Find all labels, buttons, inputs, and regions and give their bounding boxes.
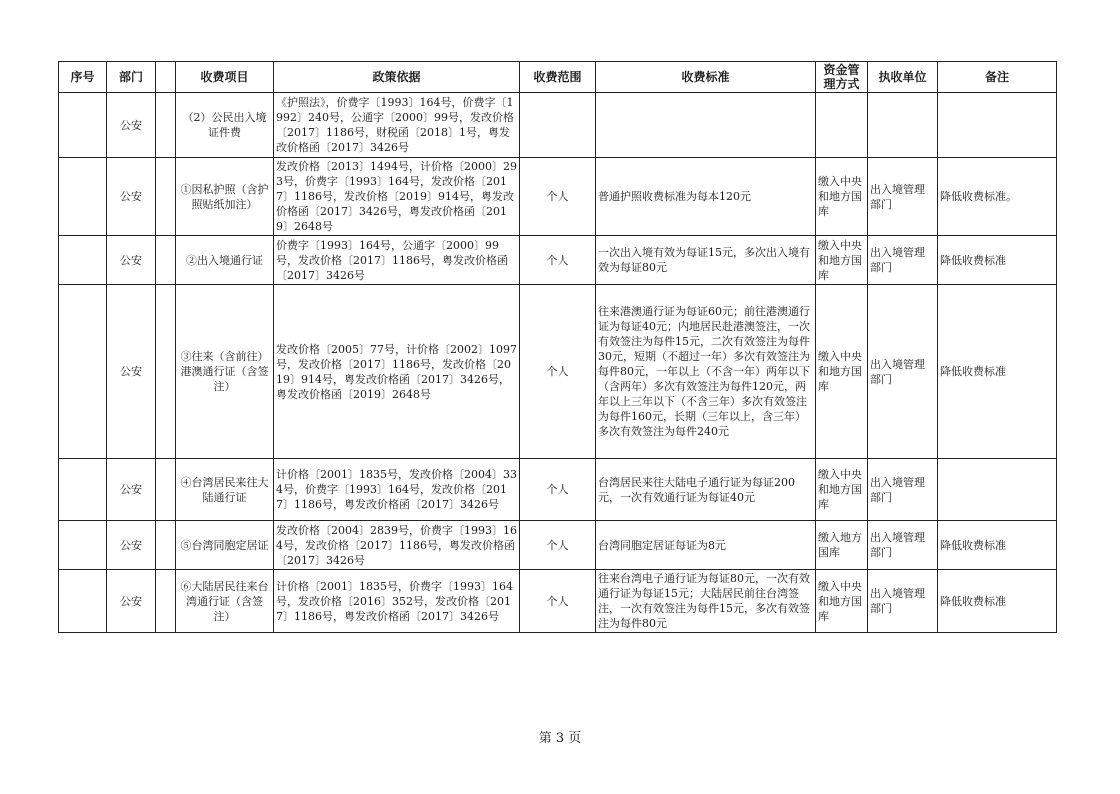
cell-fund: 缴入地方国库 bbox=[816, 521, 868, 570]
table-row bbox=[59, 570, 1057, 633]
cell-item: （2）公民出入境证件费 bbox=[176, 93, 274, 158]
cell-note bbox=[938, 93, 1057, 158]
page-number: 第 3 页 bbox=[538, 731, 582, 746]
cell-item: ②出入境通行证 bbox=[176, 236, 274, 285]
cell-item: ⑤台湾同胞定居证 bbox=[176, 521, 274, 570]
cell-fund: 缴入中央和地方国库 bbox=[816, 158, 868, 236]
cell-policy: 计价格〔2001〕1835号，发改价格〔2004〕334号，价费字〔1993〕164号，发改价格〔2017〕1186号，粤发改价格函〔2017〕3426号 bbox=[274, 459, 520, 521]
cell-scope bbox=[520, 93, 596, 158]
cell-note: 降低收费标准 bbox=[938, 521, 1057, 570]
header-note: 备注 bbox=[938, 62, 1057, 93]
table-row bbox=[59, 158, 1057, 236]
table-row bbox=[59, 236, 1057, 285]
cell-policy: 发改价格〔2004〕2839号，价费字〔1993〕164号，发改价格〔2017〕1186号，粤发改价格函〔2017〕3426号 bbox=[274, 521, 520, 570]
cell-note: 降低收费标准 bbox=[938, 570, 1057, 633]
cell-item: ④台湾居民来往大陆通行证 bbox=[176, 459, 274, 521]
cell-blank bbox=[156, 521, 176, 570]
cell-fund: 缴入中央和地方国库 bbox=[816, 285, 868, 459]
cell-dept: 公安 bbox=[107, 285, 156, 459]
header-blank bbox=[156, 62, 176, 93]
cell-blank bbox=[156, 285, 176, 459]
cell-seq bbox=[59, 158, 107, 236]
cell-note: 降低收费标准。 bbox=[938, 158, 1057, 236]
cell-standard: 台湾同胞定居证每证为8元 bbox=[596, 521, 816, 570]
cell-policy: 发改价格〔2005〕77号，计价格〔2002〕1097号，发改价格〔2017〕1186号，发改价格〔2019〕914号，粤发改价格函〔2017〕3426号，粤发改价格函〔2019〕2648号 bbox=[274, 285, 520, 459]
header-unit: 执收单位 bbox=[868, 62, 938, 93]
cell-blank bbox=[156, 236, 176, 285]
fee-table bbox=[58, 61, 1057, 633]
header-fund: 资金管理方式 bbox=[816, 62, 868, 93]
table-row bbox=[59, 459, 1057, 521]
table-row bbox=[59, 521, 1057, 570]
cell-fund: 缴入中央和地方国库 bbox=[816, 459, 868, 521]
header-item: 收费项目 bbox=[176, 62, 274, 93]
cell-unit: 出入境管理部门 bbox=[868, 521, 938, 570]
table-row bbox=[59, 93, 1057, 158]
header-seq: 序号 bbox=[59, 62, 107, 93]
cell-policy: 价费字〔1993〕164号，公通字〔2000〕99号，发改价格〔2017〕1186号，粤发改价格函〔2017〕3426号 bbox=[274, 236, 520, 285]
cell-scope: 个人 bbox=[520, 236, 596, 285]
header-scope: 收费范围 bbox=[520, 62, 596, 93]
cell-standard: 台湾居民来往大陆电子通行证为每证200元，一次有效通行证为每证40元 bbox=[596, 459, 816, 521]
table-header-row bbox=[59, 62, 1057, 93]
cell-unit: 出入境管理部门 bbox=[868, 158, 938, 236]
cell-seq bbox=[59, 570, 107, 633]
header-policy: 政策依据 bbox=[274, 62, 520, 93]
cell-standard: 往来台湾电子通行证为每证80元，一次有效通行证为每证15元；大陆居民前往台湾签注，一次有效签注为每件15元，多次有效签注为每件80元 bbox=[596, 570, 816, 633]
cell-blank bbox=[156, 93, 176, 158]
cell-scope: 个人 bbox=[520, 570, 596, 633]
cell-unit: 出入境管理部门 bbox=[868, 570, 938, 633]
cell-unit: 出入境管理部门 bbox=[868, 236, 938, 285]
cell-dept: 公安 bbox=[107, 158, 156, 236]
cell-blank bbox=[156, 158, 176, 236]
cell-blank bbox=[156, 570, 176, 633]
cell-unit bbox=[868, 93, 938, 158]
cell-fund: 缴入中央和地方国库 bbox=[816, 570, 868, 633]
cell-standard: 一次出入境有效为每证15元，多次出入境有效为每证80元 bbox=[596, 236, 816, 285]
cell-seq bbox=[59, 521, 107, 570]
cell-scope: 个人 bbox=[520, 285, 596, 459]
cell-item: ③往来（含前往）港澳通行证（含签注） bbox=[176, 285, 274, 459]
cell-fund bbox=[816, 93, 868, 158]
header-dept: 部门 bbox=[107, 62, 156, 93]
cell-seq bbox=[59, 459, 107, 521]
cell-unit: 出入境管理部门 bbox=[868, 285, 938, 459]
cell-note bbox=[938, 459, 1057, 521]
cell-standard: 普通护照收费标准为每本120元 bbox=[596, 158, 816, 236]
cell-note: 降低收费标准 bbox=[938, 236, 1057, 285]
cell-fund: 缴入中央和地方国库 bbox=[816, 236, 868, 285]
cell-blank bbox=[156, 459, 176, 521]
cell-policy: 发改价格〔2013〕1494号，计价格〔2000〕293号，价费字〔1993〕164号，发改价格〔2017〕1186号，发改价格〔2019〕914号，粤发改价格函〔2017〕3426号，粤发改价格函〔2019〕2648号 bbox=[274, 158, 520, 236]
cell-policy: 计价格〔2001〕1835号，价费字〔1993〕164号，发改价格〔2016〕352号，发改价格〔2017〕1186号，粤发改价格函〔2017〕3426号 bbox=[274, 570, 520, 633]
cell-scope: 个人 bbox=[520, 521, 596, 570]
cell-item: ⑥大陆居民往来台湾通行证（含签注） bbox=[176, 570, 274, 633]
cell-standard: 往来港澳通行证为每证60元；前往港澳通行证为每证40元；内地居民赴港澳签注，一次有效签注为每件15元，二次有效签注为每件30元，短期（不超过一年）多次有效签注为每件80元，一年以上（不含一年）两年以下（含两年）多次有效签注为每件120元，两年以上三年以下（不含三年）多次有效签注为每件160元，长期（三年以上，含三年）多次有效签注为每件240元 bbox=[596, 285, 816, 459]
cell-dept: 公安 bbox=[107, 93, 156, 158]
cell-scope: 个人 bbox=[520, 158, 596, 236]
cell-dept: 公安 bbox=[107, 570, 156, 633]
cell-dept: 公安 bbox=[107, 459, 156, 521]
cell-note: 降低收费标准 bbox=[938, 285, 1057, 459]
table-row bbox=[59, 285, 1057, 459]
cell-item: ①因私护照（含护照贴纸加注） bbox=[176, 158, 274, 236]
cell-dept: 公安 bbox=[107, 521, 156, 570]
cell-unit: 出入境管理部门 bbox=[868, 459, 938, 521]
cell-standard bbox=[596, 93, 816, 158]
cell-seq bbox=[59, 285, 107, 459]
cell-scope: 个人 bbox=[520, 459, 596, 521]
cell-dept: 公安 bbox=[107, 236, 156, 285]
cell-policy: 《护照法》，价费字〔1993〕164号，价费字〔1992〕240号，公通字〔2000〕99号，发改价格〔2017〕1186号，财税函〔2018〕1号，粤发改价格函〔2017〕3426号 bbox=[274, 93, 520, 158]
header-standard: 收费标准 bbox=[596, 62, 816, 93]
cell-seq bbox=[59, 236, 107, 285]
cell-seq bbox=[59, 93, 107, 158]
